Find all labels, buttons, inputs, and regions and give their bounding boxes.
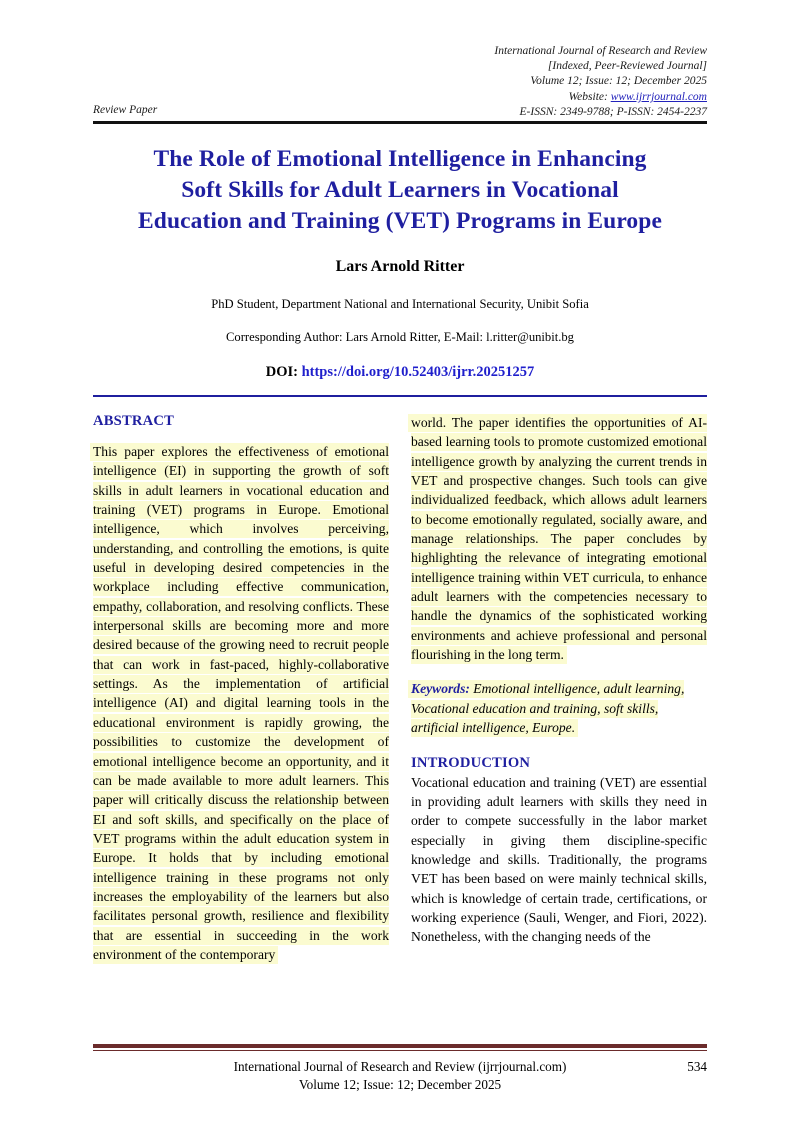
website-line bbox=[93, 90, 707, 105]
page-title bbox=[93, 144, 707, 237]
masthead-journal-info bbox=[93, 44, 707, 120]
corresponding-author: Corresponding Author: Lars Arnold Ritter, E-Mail: l.ritter@unibit.bg bbox=[226, 330, 574, 344]
title-line-3: Education and Training (VET) Programs in Europe bbox=[138, 208, 662, 234]
introduction-heading: INTRODUCTION bbox=[411, 754, 531, 771]
title-line-2: Soft Skills for Adult Learners in Vocational bbox=[181, 177, 619, 203]
abstract-paragraph-left bbox=[93, 442, 389, 964]
abstract-text-right: world. The paper identifies the opportunities of AI-based learning tools to promote customized emotional intelligence growth by analyzing the current trends in VET and prospective changes. Such tools can give individualized feedback, which allows adult learners to become emotionally regulated, socially aware, and manage relationships. The paper concludes by highlighting the relevance of integrating emotional intelligence training within VET curricula, to enhance adult learners with the competencies necessary to handle the dynamics of the sophisticated working environments and achieve professional and personal flourishing in the long term. bbox=[408, 414, 707, 664]
abstract-paragraph-right bbox=[411, 413, 707, 664]
paper-type-label: Review Paper bbox=[93, 104, 158, 116]
abstract-heading: ABSTRACT bbox=[93, 413, 175, 429]
header-divider bbox=[93, 121, 707, 124]
footer-divider-thick bbox=[93, 1044, 707, 1048]
volume-issue-line: Volume 12; Issue: 12; December 2025 bbox=[530, 75, 707, 88]
footer-content bbox=[93, 1058, 707, 1094]
keywords-label: Keywords: bbox=[411, 681, 470, 697]
footer-volume-line: Volume 12; Issue: 12; December 2025 bbox=[298, 1077, 502, 1092]
keywords-text: Emotional intelligence, adult learning, Vocational education and training, soft skills, artificial intelligence, Europe. bbox=[411, 681, 685, 736]
title-divider bbox=[93, 395, 707, 397]
keywords-highlight bbox=[408, 680, 684, 737]
right-column bbox=[411, 413, 707, 964]
doi-line bbox=[93, 364, 707, 381]
title-line-1: The Role of Emotional Intelligence in Enhancing bbox=[153, 146, 647, 172]
page-number: 534 bbox=[687, 1059, 707, 1074]
footer-journal-line: International Journal of Research and Review (ijrrjournal.com) bbox=[233, 1059, 567, 1074]
abstract-text-left: This paper explores the effectiveness of emotional intelligence (EI) in supporting the growth of soft skills in adult learners in vocational education and training (VET) programs in Europe. Emotional intelligence, which involves perceiving, understanding, and controlling the emotions, is quite useful in developing desired competencies in the workplace including effective communication, empathy, collaboration, and resolving conflicts. These interpersonal skills are becoming more and more desired because of the growing need to recruit people that can work in fast-paced, highly-collaborative settings. As the implementation of artificial intelligence (AI) and digital learning tools in the educational environment is rapidly growing, the possibilities to customize the development of emotional intelligence become an opportunity, and it can be made available to more adult learners. This paper will critically discuss the relationship between EI and soft skills, and specifically on the place of VET programs within the adult education system in Europe. It holds that by including emotional intelligence training in these programs not only increases the employability of the learners but also facilitates personal growth, resilience and flexibility that are essential in succeeding in the work environment of the contemporary bbox=[90, 443, 389, 964]
keywords-block bbox=[411, 679, 707, 737]
author-name: Lars Arnold Ritter bbox=[335, 258, 465, 275]
doi-link[interactable]: https://doi.org/10.52403/ijrr.20251257 bbox=[301, 364, 535, 380]
introduction-paragraph: Vocational education and training (VET) are essential in providing adult learners with skills they need in order to compete successfully in the labor market especially in giving them discipline-specific knowledge and skills. Traditionally, the programs VET has been based on were mainly technical skills, which is knowledge of certain trade, certifications, or working experience (Sauli, Wenger, and Fiori, 2022). Nonetheless, with the changing needs of the bbox=[411, 774, 707, 945]
page-footer bbox=[93, 1044, 707, 1094]
masthead bbox=[93, 0, 707, 116]
website-link[interactable]: www.ijrrjournal.com bbox=[610, 90, 707, 103]
author-affiliation: PhD Student, Department National and International Security, Unibit Sofia bbox=[211, 297, 589, 311]
indexed-note: [Indexed, Peer-Reviewed Journal] bbox=[547, 60, 707, 73]
issn-line: E-ISSN: 2349-9788; P-ISSN: 2454-2237 bbox=[519, 105, 707, 118]
journal-name: International Journal of Research and Review bbox=[494, 45, 707, 57]
website-label: Website: bbox=[568, 90, 611, 103]
footer-divider-thin bbox=[93, 1050, 707, 1051]
body-columns bbox=[93, 413, 707, 964]
left-column bbox=[93, 413, 389, 964]
doi-label: DOI: bbox=[265, 364, 302, 380]
introduction-section bbox=[411, 755, 707, 947]
